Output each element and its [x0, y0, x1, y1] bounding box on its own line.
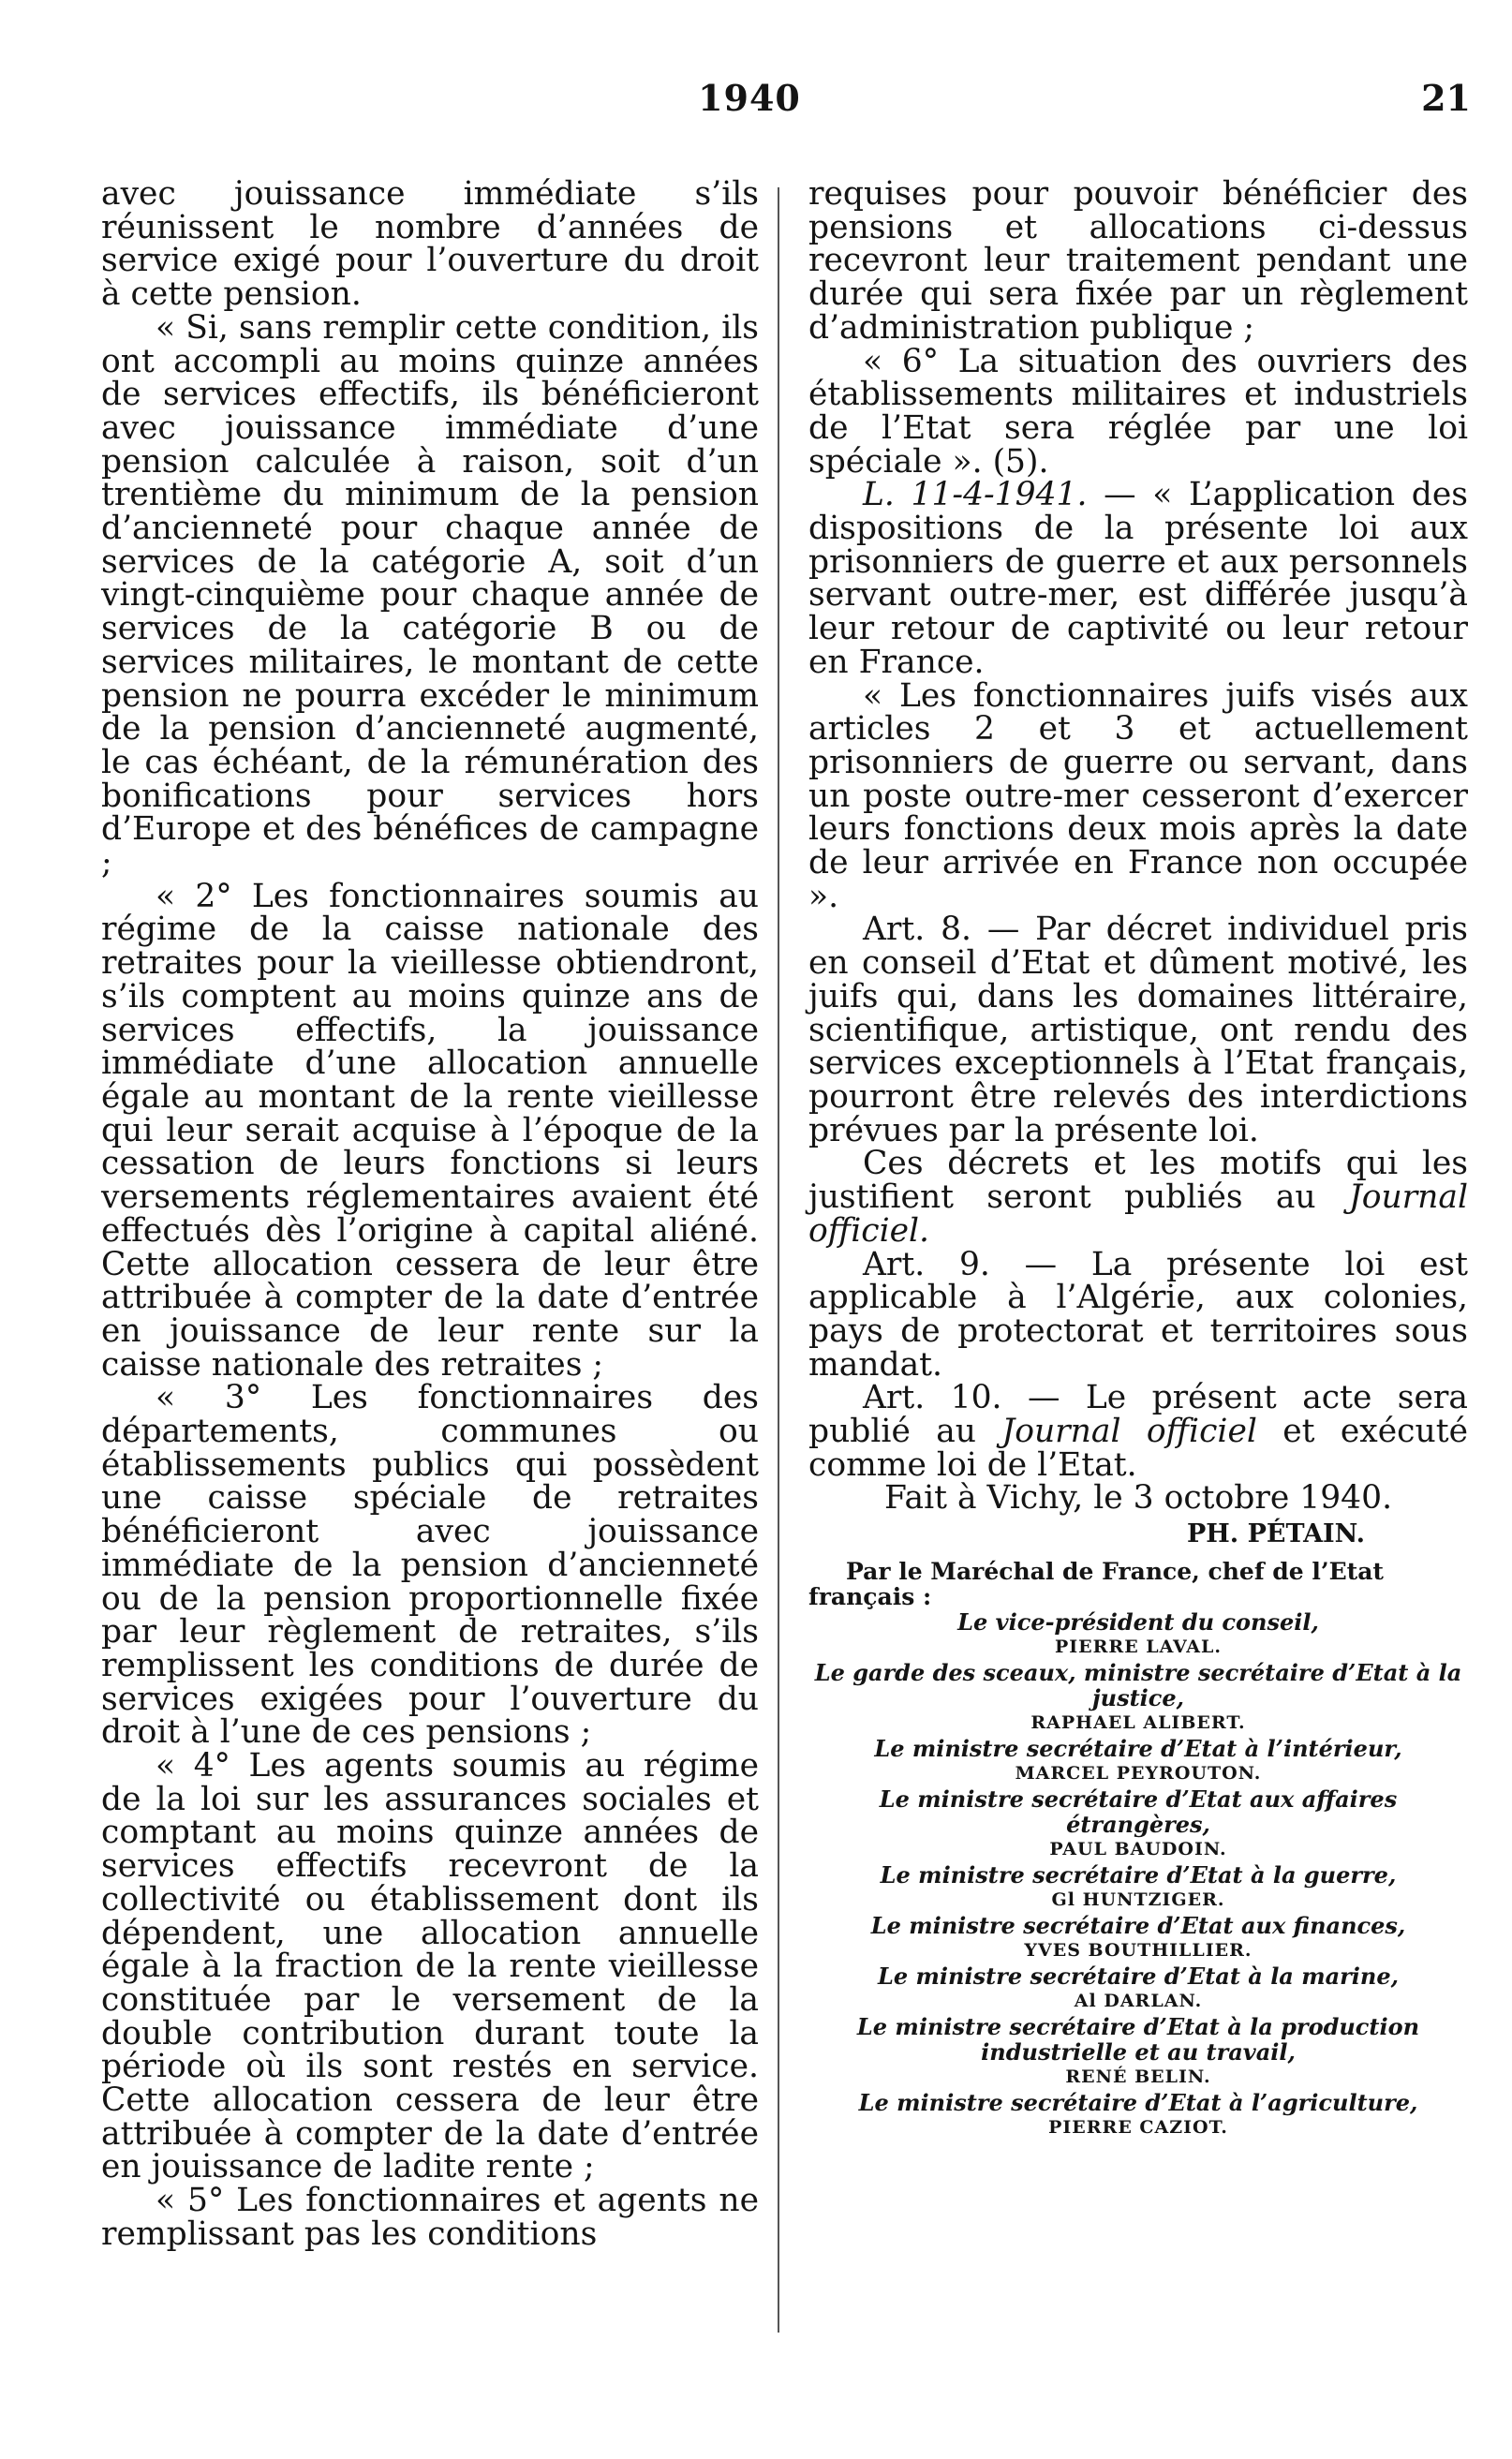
paragraph-text: et exécuté comme loi de l’Etat.	[808, 1413, 1468, 1484]
minister-title: Le ministre secrétaire d’Etat à l’intérieur,	[874, 1735, 1402, 1763]
minister-name: Gl HUNTZIGER.	[1051, 1889, 1225, 1911]
signatory: PH. PÉTAIN.	[1186, 1519, 1365, 1549]
law-reference: L. 11-4-1941.	[863, 476, 1088, 514]
paragraph: Art. 9. — La présente loi est applicable à l’Algérie, aux colonies, pays de protectorat et territoires sous mandat.	[808, 1245, 1468, 1384]
paragraph: « 2° Les fonctionnaires soumis au régime de la caisse nationale des retraites pour la vieillesse obtiendront, s’ils comptent au moins quinze ans de services effectifs, la jouissance immédiate d’une allocation annuelle égale au montant de la rente vieillesse qui leur serait acquise à l’époque de la cessation de leurs fonctions si leurs versements réglementaires avaient été effectués dès l’origine à capital aliéné. Cette allocation cessera de leur être attribuée à compter de la date d’entrée en jouissance de leur rente sur la caisse nationale des retraites ;	[101, 877, 759, 1384]
right-column	[808, 175, 1468, 2141]
minister-name: PIERRE CAZIOT.	[1048, 2117, 1228, 2139]
journal-title: Journal officiel	[1001, 1413, 1257, 1451]
paragraph: « 4° Les agents soumis au régime de la loi sur les assurances sociales et comptant au moins quinze années de services effectifs recevront de la collectivité ou établissement dont ils dépendent, une allocation annuelle égale à la fraction de la rente vieillesse constituée par le versement de la double contribution durant toute la période où ils sont restés en service. Cette allocation cessera de leur être attribuée à compter de la date d’entrée en jouissance de ladite rente ;	[101, 1747, 759, 2186]
place-date: Fait à Vichy, le 3 octobre 1940.	[883, 1479, 1393, 1518]
minister-name: YVES BOUTHILLIER.	[1024, 1940, 1253, 1962]
paragraph	[808, 1379, 1468, 1484]
paragraph: avec jouissance immédiate s’ils réunissent le nombre d’années de service exigé pour l’ouverture du droit à cette pension.	[101, 175, 759, 314]
paragraph: Art. 8. — Par décret individuel pris en conseil d’Etat et dûment motivé, les juifs qui, dans les domaines littéraire, scientifique, artistique, ont rendu des services exceptionnels à l’Etat français, pourront être relevés des interdictions prévues par la présente loi.	[808, 911, 1468, 1149]
column-divider	[778, 187, 779, 2333]
minister-name: Al DARLAN.	[1074, 1991, 1203, 2012]
paragraph-text: — « L’application des dispositions de la présente loi aux prisonniers de guerre et aux personnels servant outre-mer, est différée jusqu’à leur retour de captivité ou leur retour en France.	[808, 476, 1468, 681]
minister-title: Le ministre secrétaire d’Etat aux finances,	[870, 1912, 1406, 1940]
minister-title: Le ministre secrétaire d’Etat à la marine,	[878, 1963, 1399, 1991]
minister-title: Le ministre secrétaire d’Etat aux affaires étrangères,	[879, 1785, 1398, 1839]
paragraph-text: Ces décrets et les motifs qui les justifient seront publiés au	[808, 1145, 1468, 1217]
paragraph: « 5° Les fonctionnaires et agents ne remplissant pas les conditions	[101, 2182, 759, 2253]
paragraph: « Si, sans remplir cette condition, ils ont accompli au moins quinze années de services effectifs, ils bénéficieront avec jouissance immédiate d’une pension calculée à raison, soit d’un trentième du minimum de la pension d’ancienneté pour chaque année de services de la catégorie A, soit d’un vingt-cinquième pour chaque année de services de la catégorie B ou de services militaires, le montant de cette pension ne pourra excéder le minimum de la pension d’ancienneté augmenté, le cas échéant, de la rémunération des bonifications pour services hors d’Europe et des bénéfices de campagne ;	[101, 308, 759, 882]
minister-title: Le vice-président du conseil,	[957, 1608, 1319, 1637]
minister-title: Le ministre secrétaire d’Etat à la guerre,	[880, 1861, 1397, 1889]
paragraph	[808, 476, 1468, 681]
ministers-list	[808, 1609, 1468, 2141]
paragraph: requises pour pouvoir bénéficier des pensions et allocations ci-dessus recevront leur traitement pendant une durée qui sera fixée par un règlement d’administration publique ;	[808, 175, 1468, 347]
minister-title: Le ministre secrétaire d’Etat à l’agriculture,	[858, 2089, 1418, 2117]
page-number: 21	[1421, 77, 1471, 119]
paragraph: « Les fonctionnaires juifs visés aux articles 2 et 3 et actuellement prisonniers de guerre ou servant, dans un poste outre-mer cesseront d’exercer leurs fonctions deux mois après la date de leur arrivée en France non occupée ».	[808, 676, 1468, 915]
paragraph	[808, 1145, 1468, 1250]
journal-title: Journal officiel.	[808, 1178, 1468, 1250]
signature-intro: Par le Maréchal de France, chef de l’Etat français :	[808, 1558, 1384, 1611]
minister-title: Le garde des sceaux, ministre secrétaire d’Etat à la justice,	[814, 1659, 1462, 1712]
paragraph: « 6° La situation des ouvriers des établissements militaires et industriels de l’Etat sera réglée par une loi spéciale ». (5).	[808, 342, 1468, 481]
paragraph: « 3° Les fonctionnaires des départements, communes ou établissements publics qui possèdent une caisse spéciale de retraites bénéficieront avec jouissance immédiate de la pension d’ancienneté ou de la pension proportionnelle fixée par leur règlement de retraites, s’ils remplissent les conditions de durée de services exigées pour l’ouverture du droit à l’une de ces pensions ;	[101, 1379, 759, 1752]
minister-name: RAPHAEL ALIBERT.	[1030, 1712, 1246, 1734]
paragraph-text: Art. 10. — Le présent acte sera publié au	[808, 1379, 1468, 1451]
minister-name: RENÉ BELIN.	[1065, 2066, 1211, 2088]
minister-name: PAUL BAUDOIN.	[1049, 1839, 1227, 1860]
left-column	[101, 175, 759, 2253]
minister-name: PIERRE LAVAL.	[1054, 1637, 1223, 1658]
minister-title: Le ministre secrétaire d’Etat à la production industrielle et au travail,	[856, 2013, 1420, 2066]
page-year: 1940	[698, 77, 801, 119]
minister-name: MARCEL PEYROUTON.	[1015, 1763, 1262, 1785]
